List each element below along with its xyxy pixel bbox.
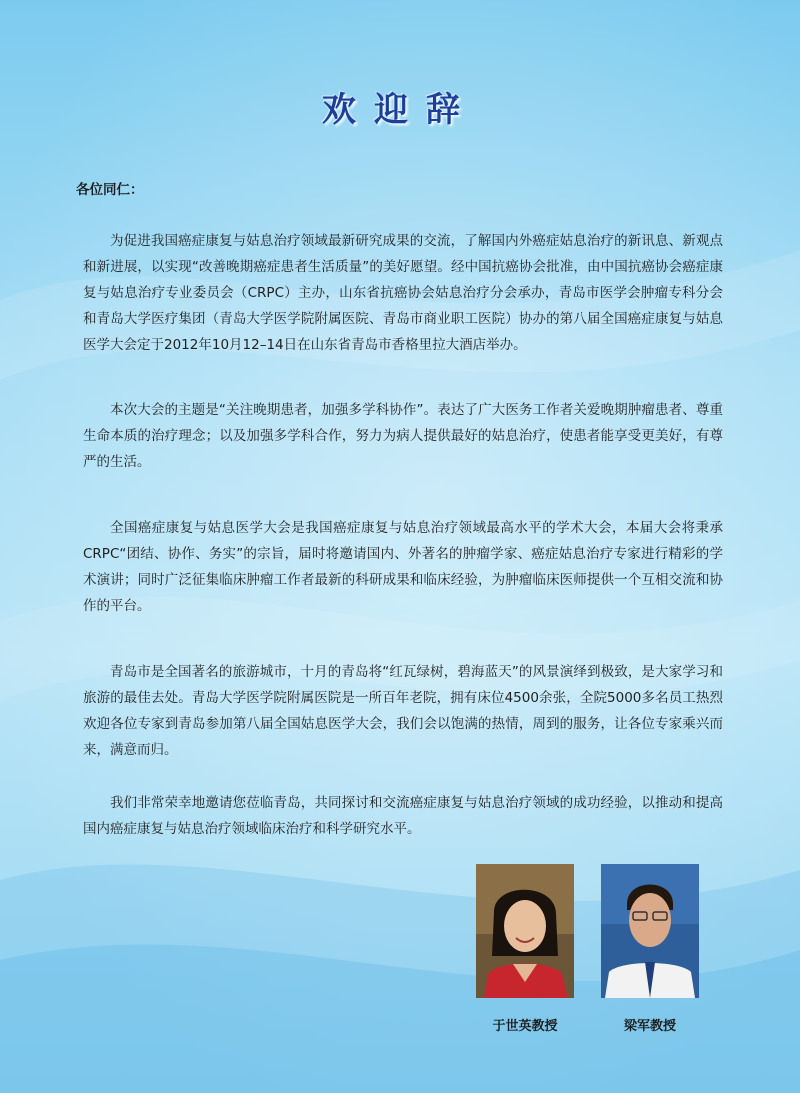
portrait-photo-liang-jun (601, 864, 699, 998)
paragraph-theme: 本次大会的主题是“关注晚期患者，加强多学科协作”。表达了广大医务工作者关爱晚期肿瘤患者、尊重生命本质的治疗理念；以及加强多学科合作，努力为病人提供最好的姑息治疗，使患者能享受更美好，有尊严的生活。 (83, 402, 723, 470)
page-title: 欢迎辞 (322, 90, 478, 130)
portrait-caption-yu-shiying: 于世英教授 (492, 1019, 558, 1034)
portrait-caption-liang-jun: 梁军教授 (623, 1019, 676, 1034)
paragraph-conference: 全国癌症康复与姑息医学大会是我国癌症康复与姑息治疗领域最高水平的学术大会，本届大会将秉承CRPC“团结、协作、务实”的宗旨，届时将邀请国内、外著名的肿瘤学家、癌症姑息治疗专家进行精彩的学术演讲；同时广泛征集临床肿瘤工作者最新的科研成果和临床经验，为肿瘤临床医师提供一个互相交流和协作的平台。 (83, 520, 723, 614)
paragraph-qingdao: 青岛市是全国著名的旅游城市，十月的青岛将“红瓦绿树，碧海蓝天”的风景演绎到极致，是大家学习和旅游的最佳去处。青岛大学医学院附属医院是一所百年老院，拥有床位4500余张，全院5000多名员工热烈欢迎各位专家到青岛参加第八届全国姑息医学大会，我们会以饱满的热情，周到的服务，让各位专家乘兴而来，满意而归。 (83, 664, 723, 758)
paragraph-intro: 为促进我国癌症康复与姑息治疗领域最新研究成果的交流，了解国内外癌症姑息治疗的新讯息、新观点和新进展，以实现“改善晚期癌症患者生活质量”的美好愿望。经中国抗癌协会批准，由中国抗癌协会癌症康复与姑息治疗专业委员会（CRPC）主办，山东省抗癌协会姑息治疗分会承办，青岛市医学会肿瘤专科分会和青岛大学医疗集团（青岛大学医学院附属医院、青岛市商业职工医院）协办的第八届全国癌症康复与姑息医学大会定于2012年10月12–14日在山东省青岛市香格里拉大酒店举办。 (83, 233, 723, 353)
salutation: 各位同仁： (76, 182, 144, 198)
paragraph-invitation: 我们非常荣幸地邀请您莅临青岛，共同探讨和交流癌症康复与姑息治疗领域的成功经验，以推动和提高国内癌症康复与姑息治疗领域临床治疗和科学研究水平。 (83, 795, 723, 837)
portrait-photo-yu-shiying (476, 864, 574, 998)
